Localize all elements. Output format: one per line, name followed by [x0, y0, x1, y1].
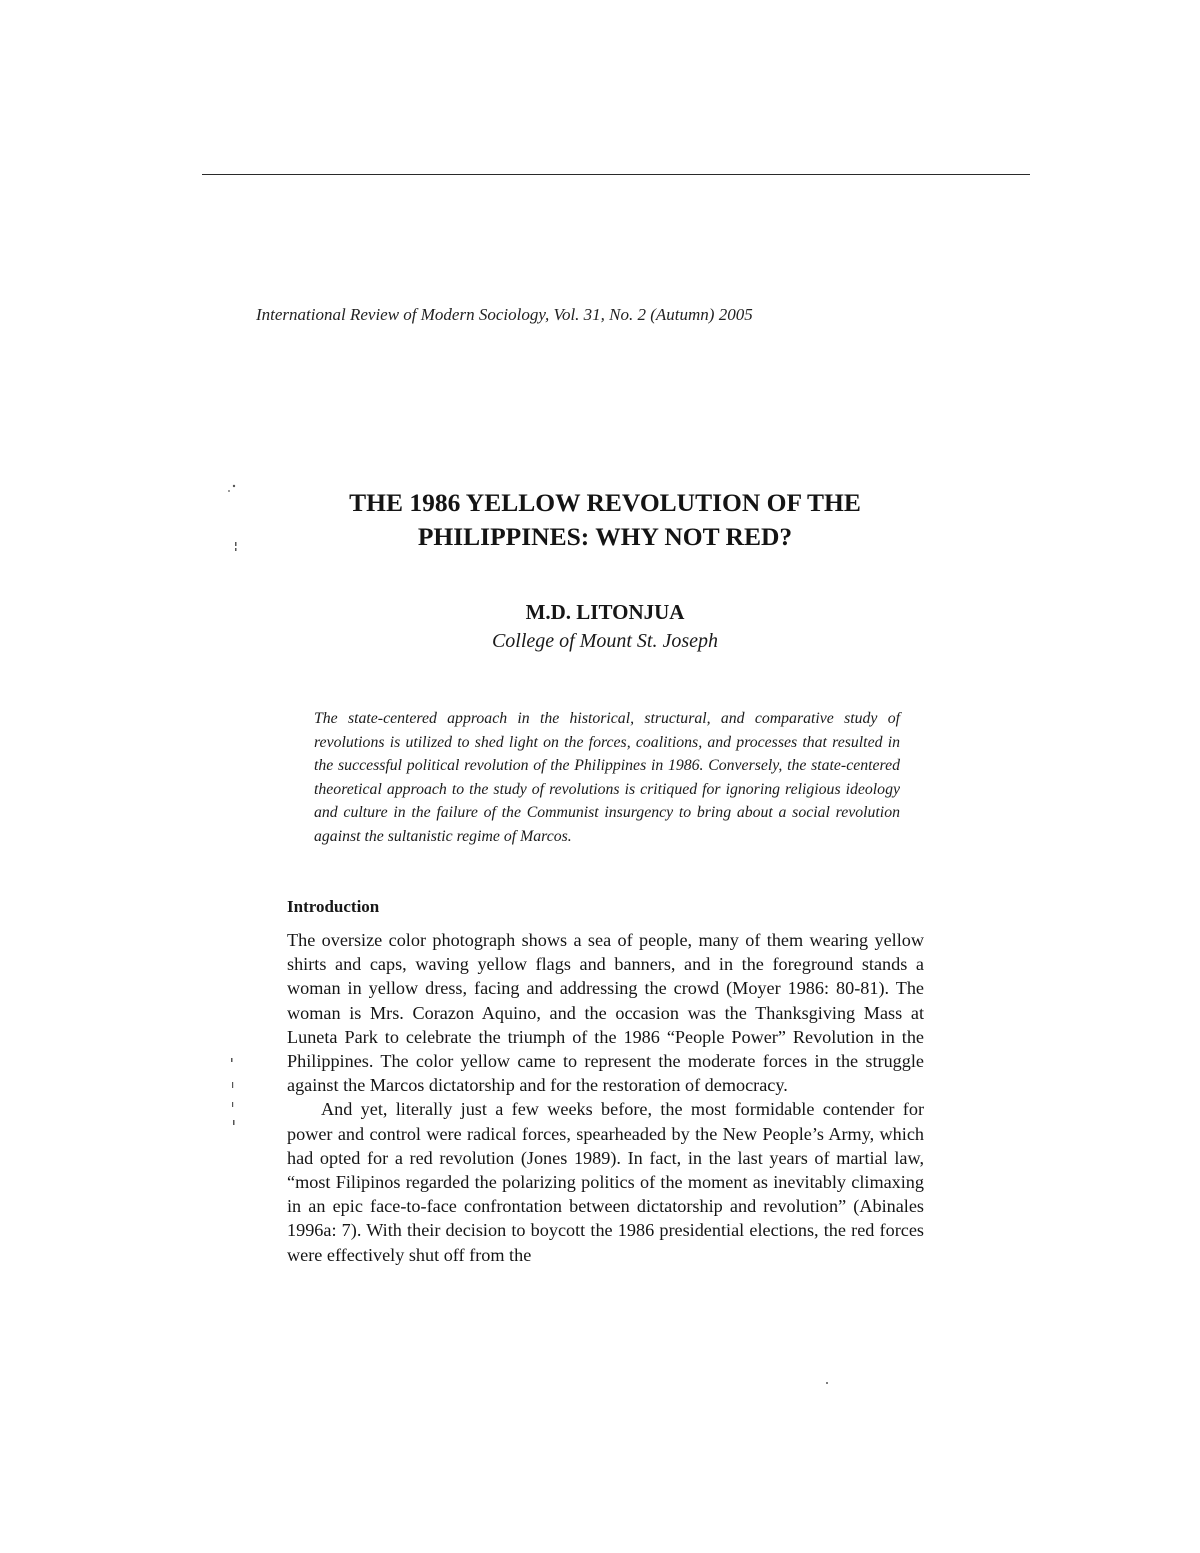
abstract: The state-centered approach in the historical, structural, and comparative study of revolutions is utilized to shed light on the forces, coalitions, and processes that resulted in the successful political revolution of the Philippines in 1986. Conversely, the state-centered theoretical approach to the study of revolutions is critiqued for ignoring religious ideology and culture in the failure of the Communist insurgency to bring about a social revolution against the sultanistic regime of Marcos.: [314, 710, 900, 845]
article-title-line-1: THE 1986 YELLOW REVOLUTION OF THE: [349, 488, 861, 517]
section-heading-introduction: Introduction: [287, 897, 380, 916]
article-title-line-2: PHILIPPINES: WHY NOT RED?: [417, 522, 793, 551]
author-affiliation: College of Mount St. Joseph: [491, 630, 719, 652]
body-paragraph-2: And yet, literally just a few weeks before, the most formidable contender for power and control were radical forces, spearheaded by the New People’s Army, which had opted for a red revolution (Jones 1989). In fact, in the last years of martial law, “most Filipinos regarded the polarizing politics of the moment as inevitably climaxing in an epic face-to-face confrontation between dictatorship and revolution” (Abinales 1996a: 7). With their decision to boycott the 1986 presidential elections, the red forces were effectively shut off from the: [287, 1099, 924, 1265]
author-name: M.D. LITONJUA: [525, 600, 685, 624]
body-paragraph-1: The oversize color photograph shows a sea of people, many of them wearing yellow shirts and caps, waving yellow flags and banners, and in the foreground stands a woman in yellow dress, facing and addressing the crowd (Moyer 1986: 80-81). The woman is Mrs. Corazon Aquino, and the occasion was the Thanksgiving Mass at Luneta Park to celebrate the triumph of the 1986 “People Power” Revolution in the Philippines. The color yellow came to represent the moderate forces in the struggle against the Marcos dictatorship and for the restoration of democracy.: [287, 930, 924, 1096]
journal-citation-header: International Review of Modern Sociology, Vol. 31, No. 2 (Autumn) 2005: [256, 305, 753, 324]
body-text: [287, 928, 924, 1267]
article-title: [286, 486, 924, 554]
top-rule-divider: [202, 174, 1030, 175]
